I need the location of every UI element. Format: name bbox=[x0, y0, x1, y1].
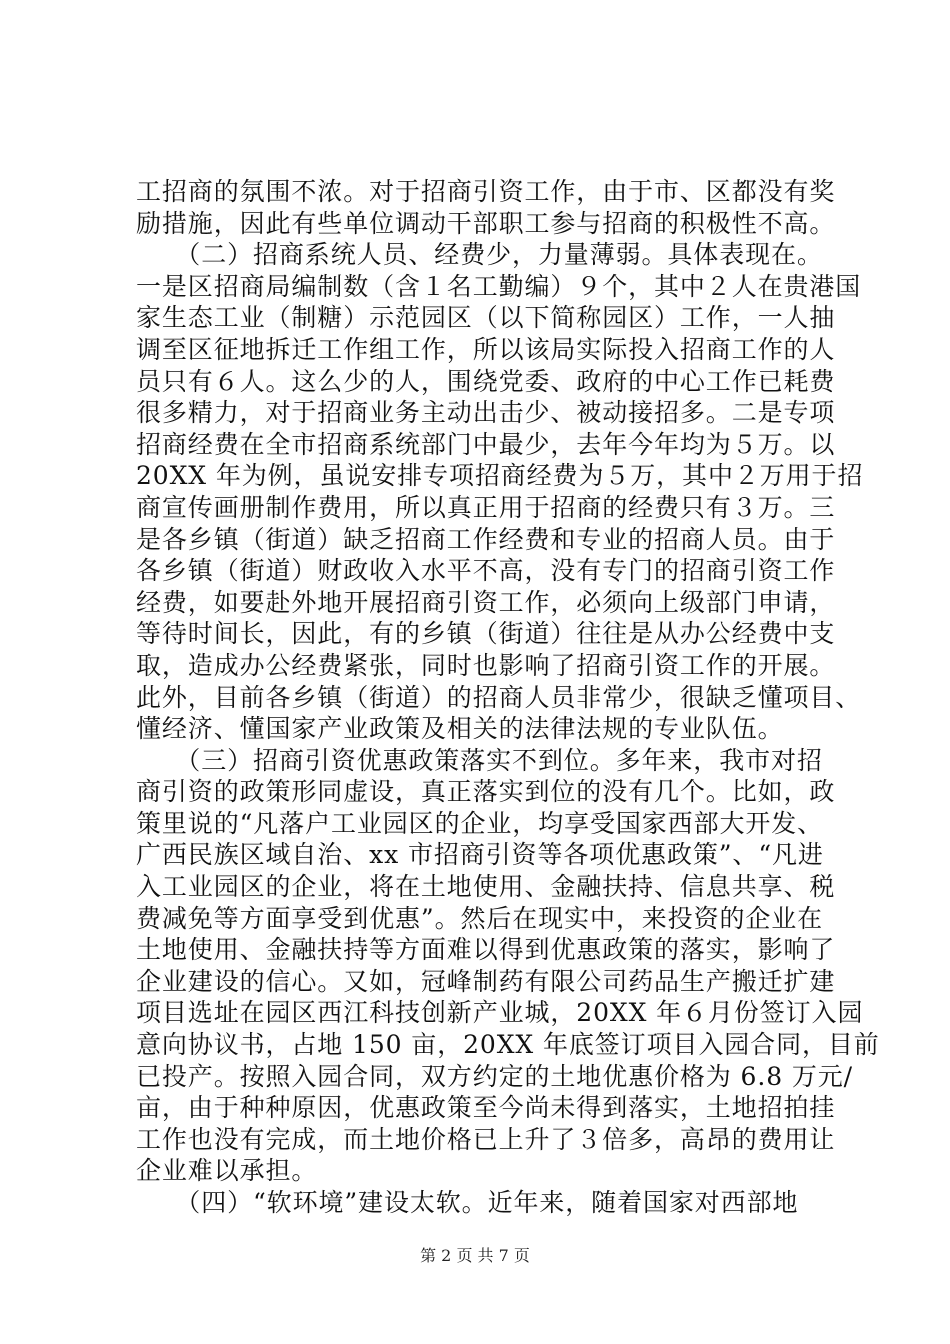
text-line: 一是区招商局编制数（含１名工勤编）９个，其中２人在贵港国 bbox=[136, 271, 862, 301]
text-line: 亩，由于种种原因，优惠政策至今尚未得到落实，土地招拍挂 bbox=[136, 1093, 836, 1123]
text-line: 土地使用、金融扶持等方面难以得到优惠政策的落实，影响了 bbox=[136, 935, 836, 965]
text-line: 经费，如要赴外地开展招商引资工作，必须向上级部门申请， bbox=[136, 587, 836, 617]
text-line: 调至区征地拆迁工作组工作，所以该局实际投入招商工作的人 bbox=[136, 334, 836, 364]
text-line: （四）“软环境”建设太软。近年来，随着国家对西部地 bbox=[136, 1188, 799, 1217]
text-line: 广西民族区域自治、xx 市招商引资等各项优惠政策”、“凡进 bbox=[136, 840, 824, 870]
page-footer bbox=[0, 1246, 950, 1266]
text-line: 已投产。按照入园合同，双方约定的土地优惠价格为 6.8 万元/ bbox=[136, 1061, 853, 1091]
text-line: 商引资的政策形同虚设，真正落实到位的没有几个。比如，政 bbox=[136, 777, 836, 807]
text-line: 招商经费在全市招商系统部门中最少，去年今年均为５万。以 bbox=[136, 429, 836, 459]
text-line: 家生态工业（制糖）示范园区（以下简称园区）工作，一人抽 bbox=[136, 303, 836, 333]
text-line: 20XX 年为例，虽说安排专项招商经费为５万，其中２万用于招 bbox=[136, 461, 864, 491]
text-line: 是各乡镇（街道）缺乏招商工作经费和专业的招商人员。由于 bbox=[136, 524, 836, 554]
text-line: 企业难以承担。 bbox=[136, 1156, 318, 1186]
text-line: 等待时间长，因此，有的乡镇（街道）往往是从办公经费中支 bbox=[136, 619, 836, 649]
text-line: （二）招商系统人员、经费少，力量薄弱。具体表现在。 bbox=[136, 240, 823, 270]
text-line: 此外，目前各乡镇（街道）的招商人员非常少，很缺乏懂项目、 bbox=[136, 682, 862, 712]
text-line: 商宣传画册制作费用，所以真正用于招商的经费只有３万。三 bbox=[136, 492, 836, 522]
text-line: 励措施，因此有些单位调动干部职工参与招商的积极性不高。 bbox=[136, 208, 836, 238]
text-line: 员只有６人。这么少的人，围绕党委、政府的中心工作已耗费 bbox=[136, 366, 836, 396]
text-line: 费减免等方面享受到优惠”。然后在现实中，来投资的企业在 bbox=[136, 903, 824, 933]
text-line: 工招商的氛围不浓。对于招商引资工作，由于市、区都没有奖 bbox=[136, 177, 836, 206]
text-line: 各乡镇（街道）财政收入水平不高，没有专门的招商引资工作 bbox=[136, 556, 836, 586]
text-line: 企业建设的信心。又如，冠峰制药有限公司药品生产搬迁扩建 bbox=[136, 966, 836, 996]
text-line: 懂经济、懂国家产业政策及相关的法律法规的专业队伍。 bbox=[136, 714, 784, 744]
text-line: 项目选址在园区西江科技创新产业城，20XX 年６月份签订入园 bbox=[136, 998, 864, 1028]
text-line: 取，造成办公经费紧张，同时也影响了招商引资工作的开展。 bbox=[136, 650, 836, 680]
page-number-label: 第 2 页 共 7 页 bbox=[420, 1246, 530, 1265]
text-line: 入工业园区的企业，将在土地使用、金融扶持、信息共享、税 bbox=[136, 872, 836, 902]
text-line: （三）招商引资优惠政策落实不到位。多年来，我市对招 bbox=[136, 745, 823, 775]
text-line: 策里说的“凡落户工业园区的企业，均享受国家西部大开发、 bbox=[136, 808, 824, 838]
text-line: 很多精力，对于招商业务主动出击少、被动接招多。二是专项 bbox=[136, 398, 836, 428]
document-body bbox=[136, 176, 880, 1219]
text-line: 工作也没有完成，而土地价格已上升了３倍多，高昂的费用让 bbox=[136, 1124, 836, 1154]
text-line: 意向协议书，占地 150 亩，20XX 年底签订项目入园合同，目前 bbox=[136, 1030, 880, 1060]
